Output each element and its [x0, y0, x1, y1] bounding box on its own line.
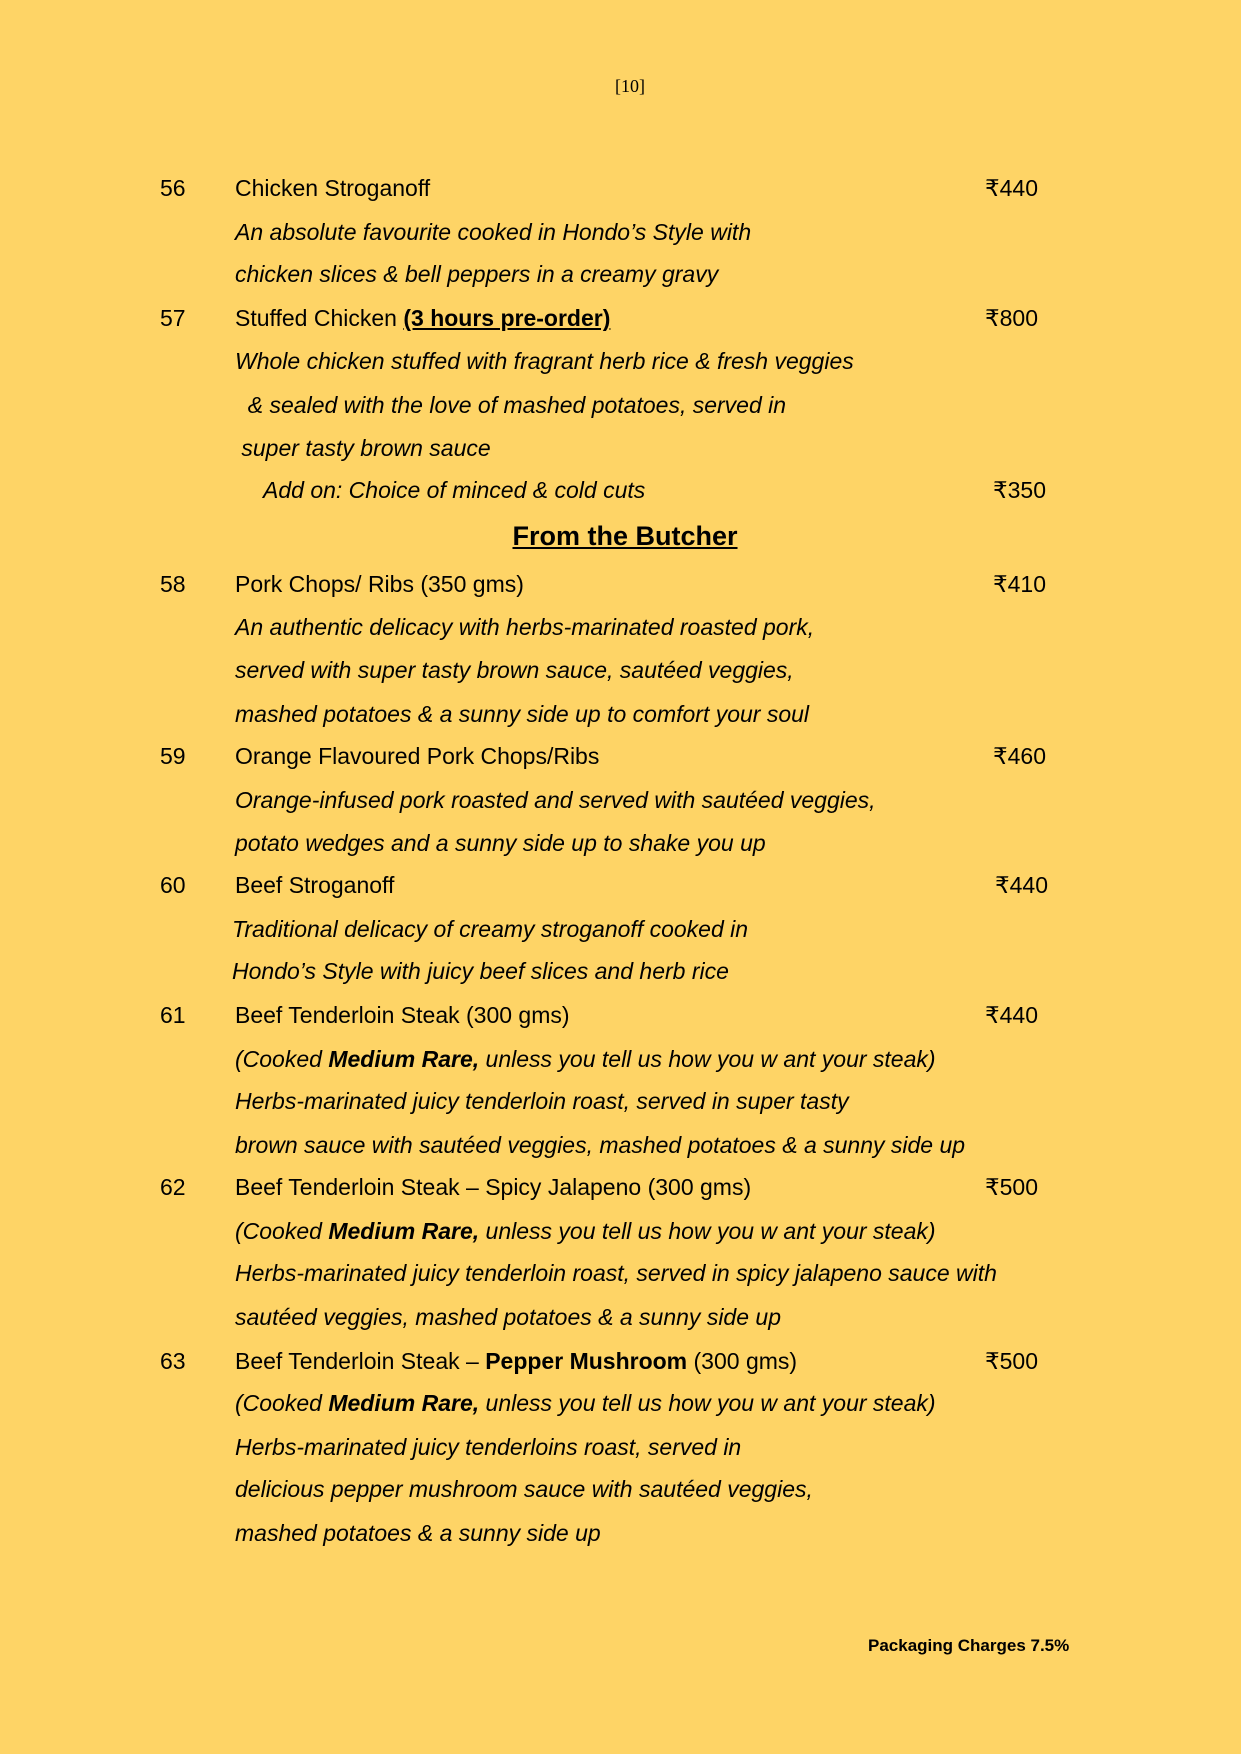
- text-segment: Orange-infused pork roasted and served with sautéed veggies,: [235, 787, 876, 813]
- text-segment: Beef Stroganoff: [235, 872, 395, 898]
- text-segment: (Cooked: [235, 1046, 329, 1072]
- text-segment: chicken slices & bell peppers in a creamy gravy: [235, 261, 719, 287]
- item-number: 58: [160, 571, 186, 597]
- item-name: [235, 1173, 751, 1201]
- text-segment: unless you tell us how you w ant your steak): [479, 1390, 936, 1416]
- item-price: ₹800: [985, 305, 1039, 331]
- text-segment: (300 gms): [687, 1348, 798, 1374]
- item-price: ₹460: [993, 743, 1047, 769]
- text-segment: (3 hours pre-order): [403, 305, 611, 331]
- packaging-charges-note: Packaging Charges 7.5%: [868, 1636, 1070, 1655]
- item-description-line: [235, 1433, 741, 1461]
- item-price: ₹440: [995, 872, 1049, 898]
- item-number: 63: [160, 1348, 186, 1374]
- item-name: [235, 174, 430, 202]
- item-description-line: [235, 656, 794, 684]
- text-segment: An authentic delicacy with herbs-marinated roasted pork,: [235, 614, 815, 640]
- item-description-line: [235, 1303, 781, 1331]
- item-description-line: [235, 1519, 601, 1547]
- text-segment: Herbs-marinated juicy tenderloin roast, served in spicy jalapeno sauce with: [235, 1260, 997, 1286]
- item-name: [235, 1001, 570, 1029]
- text-segment: Medium Rare,: [328, 1046, 480, 1072]
- item-price: ₹440: [985, 1002, 1039, 1028]
- text-segment: Medium Rare,: [328, 1218, 480, 1244]
- item-name: [235, 304, 610, 332]
- text-segment: mashed potatoes & a sunny side up to comfort your soul: [235, 701, 810, 727]
- text-segment: An absolute favourite cooked in Hondo’s Style with: [235, 219, 752, 245]
- item-number: 62: [160, 1174, 186, 1200]
- item-description-line: [235, 1389, 936, 1417]
- item-description-line: [235, 613, 814, 641]
- item-price: ₹500: [985, 1174, 1039, 1200]
- item-description-line: [235, 1217, 936, 1245]
- text-segment: Herbs-marinated juicy tenderloin roast, served in super tasty: [235, 1088, 849, 1114]
- text-segment: Hondo’s Style with juicy beef slices and herb rice: [232, 958, 729, 984]
- item-description-line: [235, 218, 751, 246]
- text-segment: Chicken Stroganoff: [235, 175, 431, 201]
- text-segment: Whole chicken stuffed with fragrant herb rice & fresh veggies: [235, 348, 854, 374]
- item-description-line: [235, 829, 766, 857]
- item-description-line: [232, 957, 729, 985]
- addon-price: ₹350: [993, 477, 1047, 503]
- item-description-line: [235, 700, 809, 728]
- item-price: ₹440: [985, 175, 1039, 201]
- item-description-line: [235, 260, 718, 288]
- text-segment: potato wedges and a sunny side up to shake you up: [235, 830, 766, 856]
- item-name: [235, 1347, 797, 1375]
- item-number: 57: [160, 305, 186, 331]
- text-segment: sautéed veggies, mashed potatoes & a sunny side up: [235, 1304, 781, 1330]
- item-number: 59: [160, 743, 186, 769]
- text-segment: unless you tell us how you w ant your steak): [479, 1046, 936, 1072]
- item-description-line: [235, 347, 854, 375]
- item-name: [235, 570, 524, 598]
- section-heading: From the Butcher: [512, 521, 738, 551]
- text-segment: delicious pepper mushroom sauce with sautéed veggies,: [235, 1476, 813, 1502]
- text-segment: Orange Flavoured Pork Chops/Ribs: [235, 743, 600, 769]
- item-name: [235, 871, 394, 899]
- item-number: 61: [160, 1002, 186, 1028]
- item-description-line: [235, 1087, 849, 1115]
- item-price: ₹410: [993, 571, 1047, 597]
- item-description-line: [235, 1045, 936, 1073]
- page-number: [10]: [615, 76, 645, 96]
- item-description-line: [235, 391, 786, 419]
- item-number: 60: [160, 872, 186, 898]
- text-segment: Beef Tenderloin Steak (300 gms): [235, 1002, 570, 1028]
- item-description-line: [235, 1259, 997, 1287]
- text-segment: Herbs-marinated juicy tenderloins roast, served in: [235, 1434, 742, 1460]
- item-description-line: [235, 1131, 965, 1159]
- item-description-line: [235, 786, 876, 814]
- text-segment: Medium Rare,: [328, 1390, 480, 1416]
- item-price: ₹500: [985, 1348, 1039, 1374]
- item-name: [235, 742, 599, 770]
- text-segment: served with super tasty brown sauce, sautéed veggies,: [235, 657, 794, 683]
- text-segment: & sealed with the love of mashed potatoes, served in: [235, 392, 787, 418]
- text-segment: Beef Tenderloin Steak –: [235, 1348, 486, 1374]
- text-segment: mashed potatoes & a sunny side up: [235, 1520, 601, 1546]
- text-segment: (Cooked: [235, 1390, 329, 1416]
- text-segment: Stuffed Chicken: [235, 305, 404, 331]
- text-segment: super tasty brown sauce: [235, 435, 491, 461]
- item-description-line: [232, 915, 748, 943]
- text-segment: (Cooked: [235, 1218, 329, 1244]
- text-segment: unless you tell us how you w ant your steak): [479, 1218, 936, 1244]
- text-segment: brown sauce with sautéed veggies, mashed potatoes & a sunny side up: [235, 1132, 966, 1158]
- text-segment: Pork Chops/ Ribs (350 gms): [235, 571, 524, 597]
- item-description-line: [235, 434, 491, 462]
- text-segment: Pepper Mushroom: [485, 1348, 688, 1374]
- item-description-line: [235, 1475, 813, 1503]
- addon-text: Add on: Choice of minced & cold cuts: [263, 477, 646, 503]
- text-segment: Beef Tenderloin Steak – Spicy Jalapeno (300 gms): [235, 1174, 752, 1200]
- item-number: 56: [160, 175, 186, 201]
- text-segment: Traditional delicacy of creamy stroganoff cooked in: [232, 916, 749, 942]
